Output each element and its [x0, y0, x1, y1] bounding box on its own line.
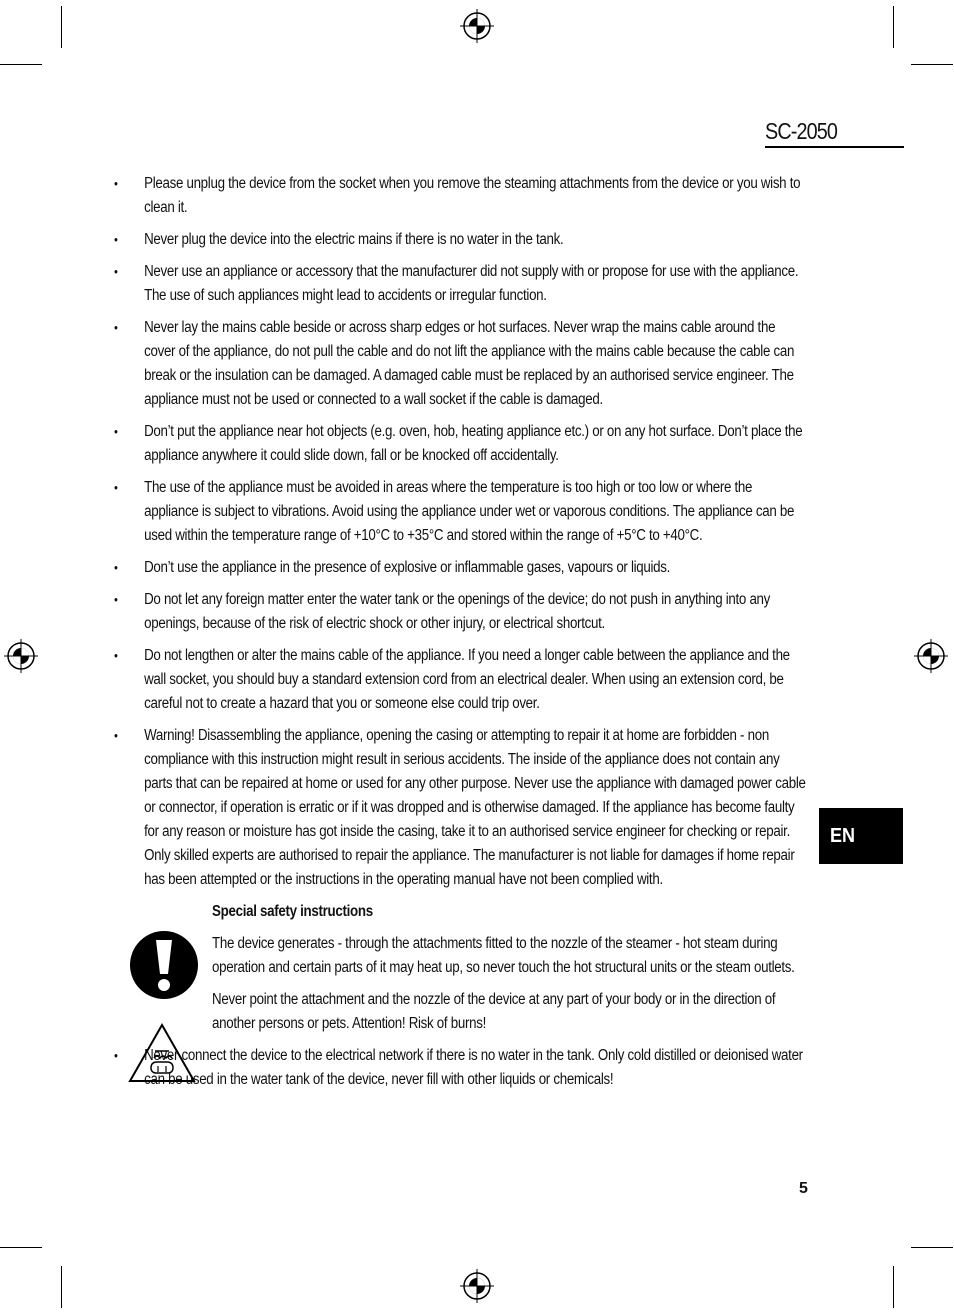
special-safety-section — [114, 900, 807, 1036]
list-item: • Don’t put the appliance near hot objects (e.g. oven, hob, heating appliance etc.) or on any hot surface. Don’t place the appliance anywhere it could slide down, fall or be knocked off accidentally. — [114, 420, 807, 468]
special-safety-title: Special safety instructions — [212, 903, 373, 920]
list-item: • Do not lengthen or alter the mains cable of the appliance. If you need a longer cable between the appliance and the wall socket, you should buy a standard extension cord from an electrical dealer. When using an extension cord, be careful not to create a hazard that you or someone else could trip over. — [114, 644, 807, 716]
crop-mark — [911, 1247, 953, 1248]
list-item: • The use of the appliance must be avoided in areas where the temperature is too high or too low or where the appliance is subject to vibrations. Avoid using the appliance under wet or vaporous conditions. The appliance can be used within the temperature range of +10°C to +35°C and stored within the range of +5°C to +40°C. — [114, 476, 807, 548]
page-number: 5 — [799, 1180, 808, 1197]
exclamation-icon — [129, 930, 199, 1000]
crop-mark — [911, 64, 953, 65]
crop-mark — [893, 6, 894, 48]
list-item: • Please unplug the device from the socket when you remove the steaming attachments from the device or you wish to clean it. — [114, 172, 807, 220]
crop-mark — [0, 1247, 42, 1248]
hot-steam-warning-icon — [127, 1022, 197, 1084]
list-item: • Never use an appliance or accessory that the manufacturer did not supply with or propose for use with the appliance. The use of such appliances might lead to accidents or irregular function. — [114, 260, 807, 308]
safety-instructions — [114, 172, 814, 1100]
crop-mark — [893, 1266, 894, 1308]
special-safety-paragraph: Never point the attachment and the nozzle of the device at any part of your body or in the direction of another persons or pets. Attention! Risk of burns! — [212, 991, 776, 1032]
list-item: • Warning! Disassembling the appliance, opening the casing or attempting to repair it at home are forbidden - non compliance with this instruction might result in serious accidents. The inside of the appliance does not contain any parts that can be repaired at home or used for any other purpose. Never use the appliance with damaged power cable or connector, if operation is erratic or if it was dropped and is otherwise damaged. If the appliance has become faulty for any reason or moisture has got inside the casing, take it to an authorised service engineer for checking or repair. Only skilled experts are authorised to repair the appliance. The manufacturer is not liable for damages if home repair has been attempted or the instructions in the operating manual have not been complied with. — [114, 724, 807, 892]
list-item: • Never lay the mains cable beside or across sharp edges or hot surfaces. Never wrap the mains cable around the cover of the appliance, do not pull the cable and do not lift the appliance with the mains cable because the cable can break or the insulation can be damaged. A damaged cable must be replaced by an authorised service engineer. The appliance must not be used or connected to a wall socket if the cable is damaged. — [114, 316, 807, 412]
language-code: EN — [830, 824, 856, 847]
registration-mark-icon — [914, 639, 948, 673]
list-item: • Don’t use the appliance in the presence of explosive or inflammable gases, vapours or liquids. — [114, 556, 807, 580]
crop-mark — [0, 64, 42, 65]
registration-mark-icon — [460, 9, 494, 43]
header-rule — [765, 146, 904, 148]
list-item: • Never plug the device into the electric mains if there is no water in the tank. — [114, 228, 807, 252]
model-number: SC-2050 — [765, 118, 838, 144]
list-item: • Do not let any foreign matter enter the water tank or the openings of the device; do not push in anything into any openings, because of the risk of electric shock or other injury, or electrical shortcut. — [114, 588, 807, 636]
language-tab — [819, 808, 903, 864]
registration-mark-icon — [460, 1269, 494, 1303]
crop-mark — [61, 6, 62, 48]
registration-mark-icon — [4, 639, 38, 673]
list-item: • Never connect the device to the electrical network if there is no water in the tank. Only cold distilled or deionised water can be used in the water tank of the device, never fill with other liquids or chemicals! — [114, 1044, 807, 1092]
special-safety-paragraph: The device generates - through the attachments fitted to the nozzle of the steamer - hot steam during operation and certain parts of it may heat up, so never touch the hot structural units or the steam outlets. — [212, 935, 795, 976]
crop-mark — [61, 1266, 62, 1308]
